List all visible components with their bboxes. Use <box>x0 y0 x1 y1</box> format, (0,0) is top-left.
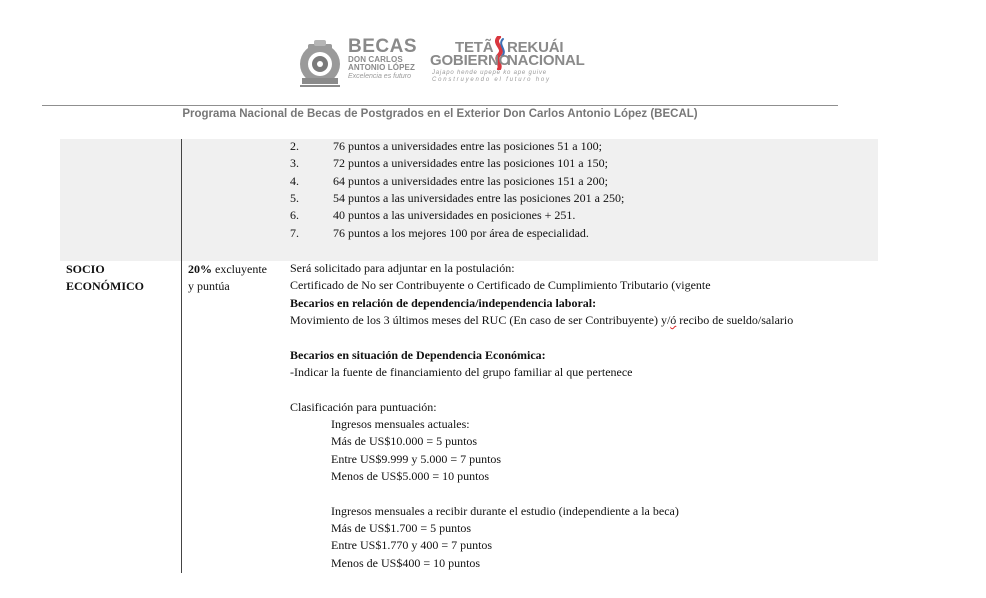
requirement-certificate: Certificado de No ser Contribuyente o Certificado de Cumplimiento Tributario (vigente <box>290 278 711 292</box>
weight-line-2: y puntúa <box>188 279 230 294</box>
list-item: 72 puntos a universidades entre las posiciones 101 a 150; <box>333 156 608 170</box>
list-number: 5. <box>290 191 299 205</box>
gobierno-nacional-logo <box>430 36 585 86</box>
gov-slogan-spanish: Construyendo el futuro hoy <box>432 77 551 83</box>
gobierno-word: GOBIERNO <box>430 52 511 69</box>
future-income-tier: Menos de US$400 = 10 puntos <box>331 556 481 570</box>
becas-logo <box>298 36 418 90</box>
locomotive-emblem-icon <box>298 38 342 88</box>
criterion-cell <box>66 261 144 296</box>
column-divider <box>181 139 182 573</box>
gov-slogan-guarani: Jajapo hende upepe ko ape guive <box>432 70 547 76</box>
criterion-line: SOCIO <box>66 262 105 276</box>
list-item: 64 puntos a universidades entre las posiciones 151 a 200; <box>333 174 608 188</box>
list-number: 6. <box>290 208 299 222</box>
subheading-dependencia-laboral: Becarios en relación de dependencia/independencia laboral: <box>290 296 597 310</box>
rekuai-word: REKUÁI <box>507 39 564 56</box>
requirement-intro: Será solicitado para adjuntar en la postulación: <box>290 261 515 275</box>
list-item: 76 puntos a los mejores 100 por área de especialidad. <box>333 226 589 240</box>
current-income-tier: Menos de US$5.000 = 10 puntos <box>331 469 490 483</box>
list-item: 40 puntos a las universidades en posiciones + 251. <box>333 208 576 222</box>
requirement-funding-source: -Indicar la fuente de financiamiento del grupo familiar al que pertenece <box>290 365 633 379</box>
requirement-ruc-text-end: recibo de sueldo/salario <box>676 313 794 327</box>
header-divider <box>42 105 838 106</box>
current-income-tier: Más de US$10.000 = 5 puntos <box>331 434 478 448</box>
scoring-heading: Clasificación para puntuación: <box>290 400 437 414</box>
list-number: 7. <box>290 226 299 240</box>
requirement-ruc-text: Movimiento de los 3 últimos meses del RUC (En caso de ser Contribuyente) y/ <box>290 313 671 327</box>
future-income-title: Ingresos mensuales a recibir durante el estudio (independiente a la beca) <box>331 504 679 518</box>
future-income-tier: Entre US$1.770 y 400 = 7 puntos <box>331 538 493 552</box>
becas-subtitle-2: ANTONIO LÓPEZ <box>348 63 415 72</box>
becas-title: BECAS <box>348 36 418 57</box>
nacional-word: NACIONAL <box>507 52 585 69</box>
program-title: Programa Nacional de Becas de Postgrados en el Exterior Don Carlos Antonio López (BECAL) <box>182 108 698 120</box>
requirement-ruc <box>290 312 793 329</box>
criterion-line: ECONÓMICO <box>66 279 144 294</box>
tetan-word: TETÃ <box>455 39 494 56</box>
current-income-title: Ingresos mensuales actuales: <box>331 417 470 431</box>
current-income-tier: Entre US$9.999 y 5.000 = 7 puntos <box>331 452 502 466</box>
list-item: 54 puntos a las universidades entre las posiciones 201 a 250; <box>333 191 625 205</box>
becas-subtitle-1: DON CARLOS <box>348 55 403 64</box>
list-number: 3. <box>290 156 299 170</box>
future-income-tier: Más de US$1.700 = 5 puntos <box>331 521 472 535</box>
list-number: 4. <box>290 174 299 188</box>
spellcheck-word: ó <box>670 313 677 327</box>
weight-qualifier: excluyente <box>212 262 267 276</box>
subheading-dependencia-economica: Becarios en situación de Dependencia Económica: <box>290 348 546 362</box>
list-number: 2. <box>290 139 299 153</box>
weight-percent: 20% <box>188 262 212 276</box>
list-item: 76 puntos a universidades entre las posiciones 51 a 100; <box>333 139 602 153</box>
becas-tagline: Excelencia es futuro <box>348 73 412 80</box>
weight-cell <box>188 261 267 296</box>
weight-line <box>188 261 267 278</box>
